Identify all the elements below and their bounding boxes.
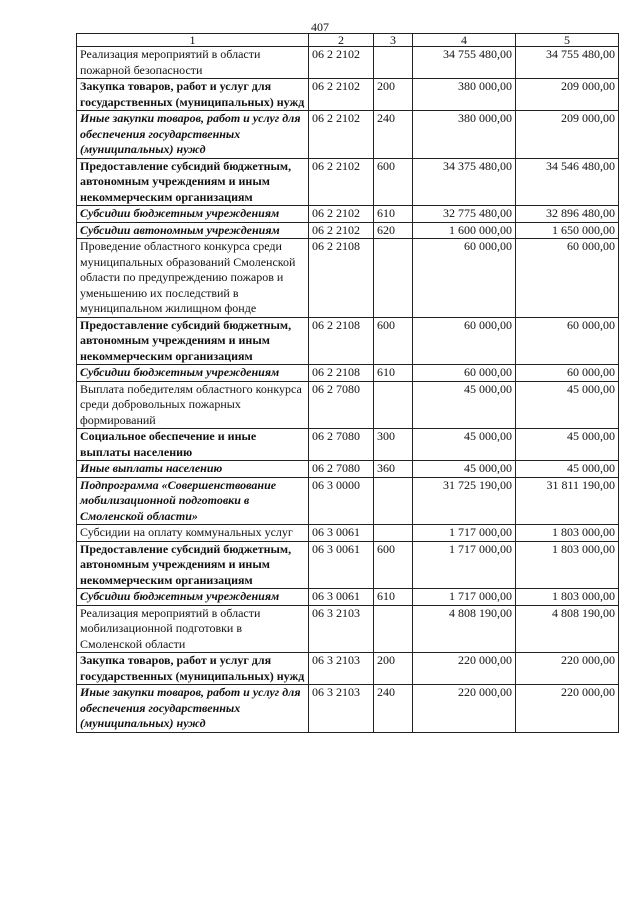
row-target-code-cell: 06 3 0000 [309,477,374,525]
row-amount-year1-cell: 4 808 190,00 [413,605,516,653]
row-name-cell: Выплата победителям областного конкурса среди добровольных пожарных формирований [77,381,309,429]
row-amount-year2-cell: 45 000,00 [516,429,619,461]
row-amount-year2-cell: 34 755 480,00 [516,47,619,79]
row-amount-year1-cell: 380 000,00 [413,79,516,111]
row-amount-year2-cell: 45 000,00 [516,461,619,478]
row-amount-year1-cell: 34 375 480,00 [413,158,516,206]
row-name-cell: Субсидии автономным учреждениям [77,222,309,239]
row-amount-year1-cell: 220 000,00 [413,653,516,685]
row-expense-type-cell [374,605,413,653]
row-amount-year1-cell: 45 000,00 [413,461,516,478]
row-expense-type-cell: 240 [374,685,413,733]
row-target-code-cell: 06 3 2103 [309,605,374,653]
row-target-code-cell: 06 2 2108 [309,317,374,365]
row-expense-type-cell: 610 [374,206,413,223]
row-amount-year2-cell: 45 000,00 [516,381,619,429]
table-row [77,111,619,159]
row-name-cell: Предоставление субсидий бюджетным, автономным учреждениям и иным некоммерческим организациям [77,317,309,365]
row-name-cell: Предоставление субсидий бюджетным, автономным учреждениям и иным некоммерческим организациям [77,541,309,589]
row-amount-year2-cell: 209 000,00 [516,79,619,111]
row-name-cell: Иные выплаты населению [77,461,309,478]
row-amount-year1-cell: 34 755 480,00 [413,47,516,79]
row-target-code-cell: 06 2 2108 [309,365,374,382]
column-header: 4 [413,34,516,47]
row-amount-year1-cell: 45 000,00 [413,429,516,461]
row-amount-year1-cell: 1 717 000,00 [413,525,516,542]
row-amount-year1-cell: 220 000,00 [413,685,516,733]
row-expense-type-cell: 620 [374,222,413,239]
row-expense-type-cell: 200 [374,653,413,685]
row-target-code-cell: 06 2 7080 [309,461,374,478]
row-name-cell: Предоставление субсидий бюджетным, автономным учреждениям и иным некоммерческим организациям [77,158,309,206]
row-amount-year2-cell: 1 803 000,00 [516,589,619,606]
row-name-cell: Иные закупки товаров, работ и услуг для обеспечения государственных (муниципальных) нужд [77,111,309,159]
row-expense-type-cell [374,477,413,525]
row-expense-type-cell [374,47,413,79]
row-amount-year1-cell: 1 600 000,00 [413,222,516,239]
row-target-code-cell: 06 2 2102 [309,79,374,111]
row-target-code-cell: 06 2 2102 [309,111,374,159]
row-amount-year2-cell: 60 000,00 [516,317,619,365]
table-row [77,429,619,461]
table-header-row [77,34,619,47]
row-amount-year1-cell: 60 000,00 [413,365,516,382]
row-name-cell: Закупка товаров, работ и услуг для государственных (муниципальных) нужд [77,79,309,111]
row-target-code-cell: 06 3 0061 [309,525,374,542]
table-row [77,79,619,111]
row-expense-type-cell: 610 [374,589,413,606]
row-name-cell: Социальное обеспечение и иные выплаты населению [77,429,309,461]
row-amount-year2-cell: 1 803 000,00 [516,525,619,542]
table-row [77,685,619,733]
table-row [77,47,619,79]
row-amount-year2-cell: 4 808 190,00 [516,605,619,653]
row-expense-type-cell [374,381,413,429]
row-expense-type-cell [374,525,413,542]
table-row [77,589,619,606]
row-name-cell: Закупка товаров, работ и услуг для государственных (муниципальных) нужд [77,653,309,685]
table-row [77,605,619,653]
row-name-cell: Субсидии бюджетным учреждениям [77,589,309,606]
row-amount-year1-cell: 60 000,00 [413,317,516,365]
row-amount-year1-cell: 32 775 480,00 [413,206,516,223]
table-row [77,477,619,525]
budget-table [76,33,619,733]
row-expense-type-cell [374,239,413,318]
row-amount-year2-cell: 32 896 480,00 [516,206,619,223]
table-row [77,222,619,239]
row-name-cell: Иные закупки товаров, работ и услуг для обеспечения государственных (муниципальных) нужд [77,685,309,733]
row-name-cell: Субсидии бюджетным учреждениям [77,206,309,223]
row-target-code-cell: 06 2 7080 [309,381,374,429]
row-target-code-cell: 06 2 2102 [309,222,374,239]
table-row [77,461,619,478]
row-amount-year1-cell: 380 000,00 [413,111,516,159]
row-amount-year2-cell: 60 000,00 [516,239,619,318]
row-amount-year1-cell: 1 717 000,00 [413,589,516,606]
row-amount-year2-cell: 1 803 000,00 [516,541,619,589]
row-amount-year1-cell: 60 000,00 [413,239,516,318]
row-amount-year2-cell: 60 000,00 [516,365,619,382]
table-row [77,365,619,382]
row-expense-type-cell: 610 [374,365,413,382]
column-header: 2 [309,34,374,47]
row-amount-year1-cell: 45 000,00 [413,381,516,429]
row-target-code-cell: 06 2 2102 [309,158,374,206]
row-expense-type-cell: 300 [374,429,413,461]
column-header: 5 [516,34,619,47]
row-target-code-cell: 06 2 2102 [309,206,374,223]
row-expense-type-cell: 600 [374,541,413,589]
row-expense-type-cell: 360 [374,461,413,478]
row-name-cell: Проведение областного конкурса среди муниципальных образований Смоленской области по предупреждению пожаров и уменьшению их последствий в муниципальном жилищном фонде [77,239,309,318]
row-expense-type-cell: 600 [374,158,413,206]
row-name-cell: Субсидии бюджетным учреждениям [77,365,309,382]
table-row [77,317,619,365]
row-target-code-cell: 06 2 2102 [309,47,374,79]
table-row [77,653,619,685]
row-amount-year2-cell: 209 000,00 [516,111,619,159]
row-target-code-cell: 06 2 7080 [309,429,374,461]
table-row [77,239,619,318]
table-row [77,158,619,206]
row-name-cell: Реализация мероприятий в области пожарной безопасности [77,47,309,79]
table-row [77,541,619,589]
row-expense-type-cell: 600 [374,317,413,365]
row-name-cell: Субсидии на оплату коммунальных услуг [77,525,309,542]
row-amount-year1-cell: 1 717 000,00 [413,541,516,589]
table-body [77,47,619,733]
row-target-code-cell: 06 3 2103 [309,685,374,733]
table-row [77,525,619,542]
row-target-code-cell: 06 3 2103 [309,653,374,685]
table-row [77,381,619,429]
row-target-code-cell: 06 3 0061 [309,589,374,606]
row-target-code-cell: 06 3 0061 [309,541,374,589]
row-amount-year2-cell: 1 650 000,00 [516,222,619,239]
row-name-cell: Реализация мероприятий в области мобилизационной подготовки в Смоленской области [77,605,309,653]
row-expense-type-cell: 200 [374,79,413,111]
column-header: 1 [77,34,309,47]
row-target-code-cell: 06 2 2108 [309,239,374,318]
column-header: 3 [374,34,413,47]
row-amount-year2-cell: 220 000,00 [516,653,619,685]
row-amount-year2-cell: 34 546 480,00 [516,158,619,206]
row-name-cell: Подпрограмма «Совершенствование мобилизационной подготовки в Смоленской области» [77,477,309,525]
page-number: 407 [311,20,329,34]
row-amount-year2-cell: 31 811 190,00 [516,477,619,525]
row-amount-year1-cell: 31 725 190,00 [413,477,516,525]
table-row [77,206,619,223]
row-expense-type-cell: 240 [374,111,413,159]
row-amount-year2-cell: 220 000,00 [516,685,619,733]
